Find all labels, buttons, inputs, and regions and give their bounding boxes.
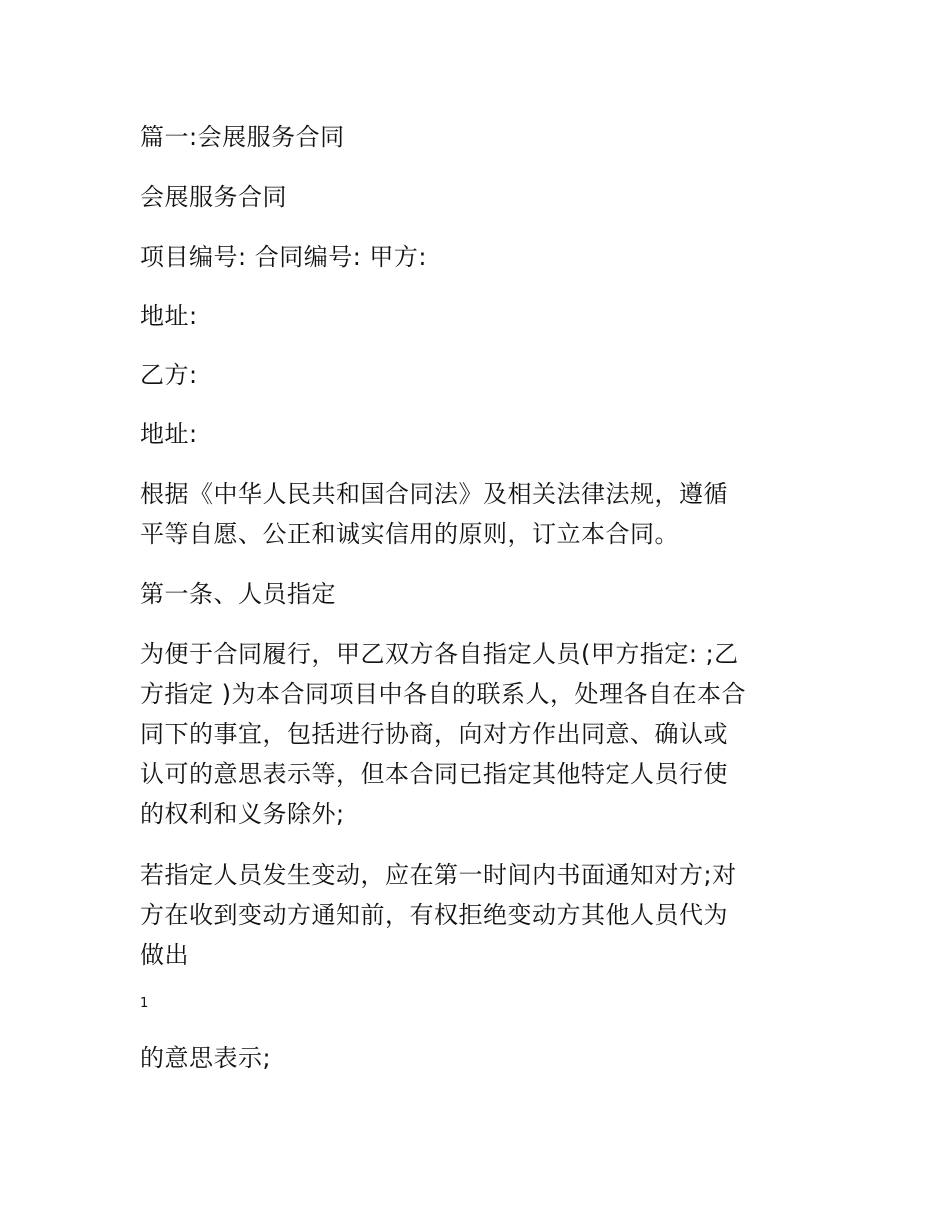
party-b-label: 乙方: xyxy=(140,361,198,389)
article-1-heading: 第一条、人员指定 xyxy=(140,580,336,608)
text-line: 根据《中华人民共和国合同法》及相关法律法规，遵循 xyxy=(140,480,728,508)
text-line: 同下的事宜，包括进行协商，向对方作出同意、确认或 xyxy=(140,720,728,748)
preamble-paragraph xyxy=(140,474,820,554)
article-1-paragraph-1 xyxy=(140,634,820,834)
numbers-line: 项目编号: 合同编号: 甲方: xyxy=(140,243,428,271)
party-a-address: 地址: xyxy=(140,302,198,330)
text-line: 的权利和义务除外; xyxy=(140,800,345,828)
section-heading: 篇一:会展服务合同 xyxy=(140,123,345,151)
continuation-text: 的意思表示; xyxy=(140,1044,272,1072)
text-line: 认可的意思表示等，但本合同已指定其他特定人员行使 xyxy=(140,760,728,788)
page-number: 1 xyxy=(140,996,149,1011)
text-line: 做出 xyxy=(140,941,189,969)
text-line: 方在收到变动方通知前，有权拒绝变动方其他人员代为 xyxy=(140,901,728,929)
article-1-paragraph-2 xyxy=(140,855,820,975)
text-line: 为便于合同履行，甲乙双方各自指定人员(甲方指定: ;乙 xyxy=(140,640,739,668)
text-line: 方指定 )为本合同项目中各自的联系人，处理各自在本合 xyxy=(140,680,746,708)
party-b-address: 地址: xyxy=(140,420,198,448)
contract-title: 会展服务合同 xyxy=(140,183,287,211)
text-line: 平等自愿、公正和诚实信用的原则，订立本合同。 xyxy=(140,520,679,548)
text-line: 若指定人员发生变动，应在第一时间内书面通知对方;对 xyxy=(140,861,737,889)
